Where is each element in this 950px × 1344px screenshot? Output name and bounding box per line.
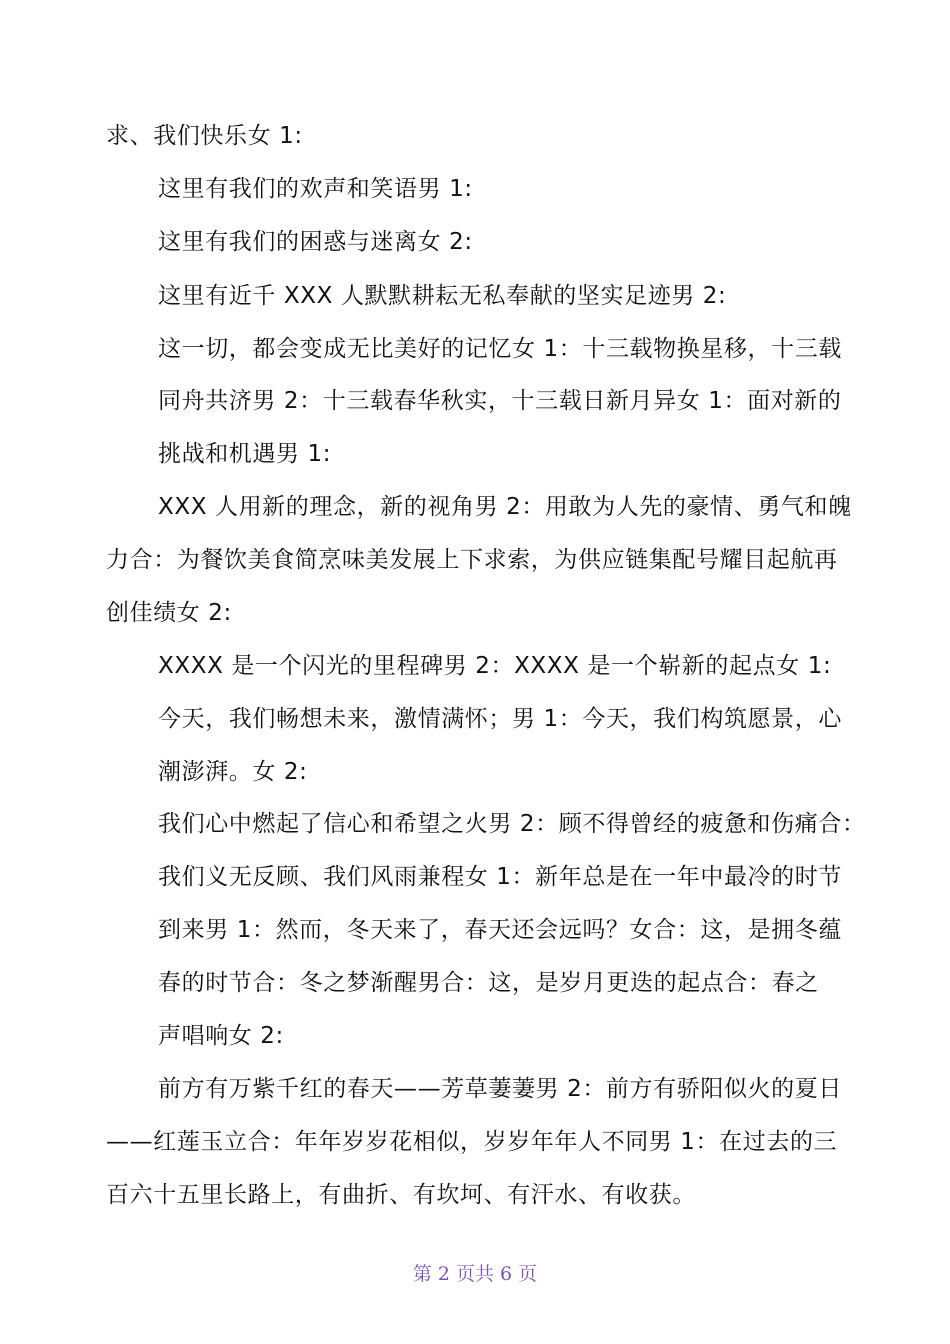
text-line: ——红莲玉立合：年年岁岁花相似，岁岁年年人不同男 1：在过去的三	[106, 1129, 838, 1155]
text-line: 我们心中燃起了信心和希望之火男 2：顾不得曾经的疲惫和伤痛合：	[158, 811, 866, 837]
text-line: 潮澎湃。女 2:	[158, 759, 308, 785]
text-line: 这里有近千 XXX 人默默耕耘无私奉献的坚实足迹男 2:	[158, 283, 727, 309]
text-line: 力合：为餐饮美食简烹味美发展上下求索，为供应链集配号耀目起航再	[106, 547, 838, 573]
text-line: 前方有万紫千红的春天——芳草萋萋男 2：前方有骄阳似火的夏日	[158, 1076, 842, 1102]
text-line: 同舟共济男 2：十三载春华秋实，十三载日新月异女 1：面对新的	[158, 388, 842, 414]
text-line: 我们义无反顾、我们风雨兼程女 1：新年总是在一年中最冷的时节	[158, 864, 842, 890]
text-line: 挑战和机遇男 1:	[158, 441, 332, 467]
text-line: 这一切，都会变成无比美好的记忆女 1：十三载物换星移，十三载	[158, 336, 842, 362]
page-number-footer: 第 2 页共 6 页	[412, 1263, 538, 1285]
text-line: 春的时节合：冬之梦渐醒男合：这，是岁月更迭的起点合：春之	[158, 970, 819, 996]
text-line: 这里有我们的欢声和笑语男 1:	[158, 176, 473, 202]
text-line: XXXX 是一个闪光的里程碑男 2：XXXX 是一个崭新的起点女 1:	[158, 653, 832, 679]
text-line: 到来男 1：然而，冬天来了，春天还会远吗？女合：这，是拥冬蕴	[158, 917, 842, 943]
text-line: 求、我们快乐女 1:	[106, 123, 303, 149]
text-line: 声唱响女 2:	[158, 1023, 284, 1049]
text-line: 创佳绩女 2:	[106, 600, 232, 626]
text-line: 这里有我们的困惑与迷离女 2:	[158, 229, 473, 255]
text-line: 今天，我们畅想未来，激情满怀；男 1：今天，我们构筑愿景，心	[158, 706, 842, 732]
text-line: XXX 人用新的理念，新的视角男 2：用敢为人先的豪情、勇气和魄	[158, 494, 852, 520]
text-line: 百六十五里长路上，有曲折、有坎坷、有汗水、有收获。	[106, 1182, 696, 1208]
